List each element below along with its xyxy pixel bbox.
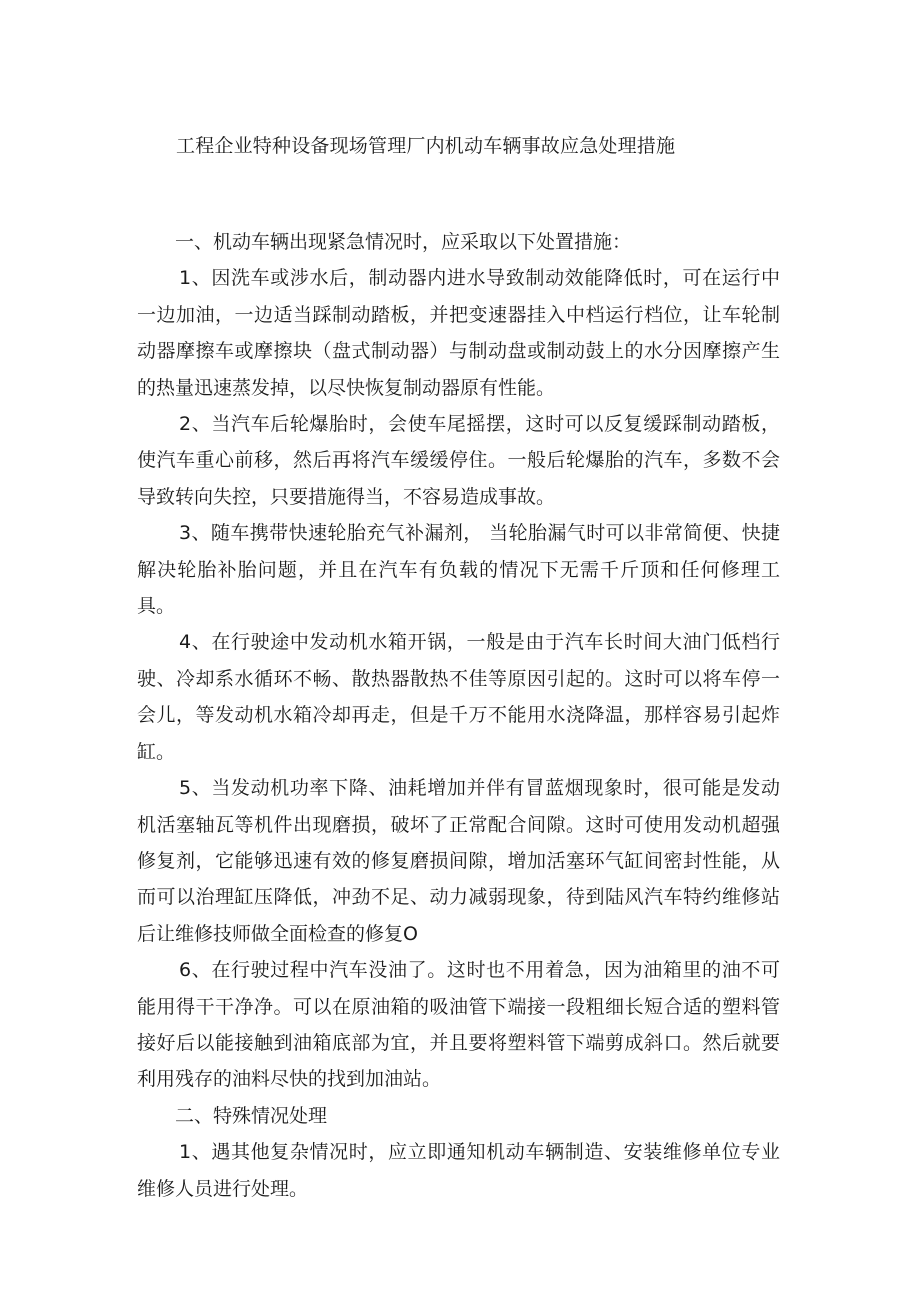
section-heading-2: 二、特殊情况处理 xyxy=(175,1104,328,1127)
section-1-item-5: 5、当发动机功率下降、油耗增加并伴有冒蓝烟现象时，很可能是发动机活塞轴瓦等机件出现磨损，破坏了正常配合间隙。这时可使用发动机超强修复剂，它能够迅速有效的修复磨损间隙，增加活塞环气缸间密封性能，从而可以治理缸压降低，冲劲不足、动力减弱现象，待到陆风汽车特约维修站后让维修技师做全面检查的修复O xyxy=(137,777,780,945)
section-1-item-1: 1、因洗车或涉水后，制动器内进水导致制动效能降低时，可在运行中一边加油，一边适当踩制动踏板，并把变速器挂入中档运行档位，让车轮制动器摩擦车或摩擦块（盘式制动器）与制动盘或制动鼓上的水分因摩擦产生的热量迅速蒸发掉，以尽快恢复制动器原有性能。 xyxy=(137,267,780,399)
document-title: 工程企业特种设备现场管理厂内机动车辆事故应急处理措施 xyxy=(176,135,676,157)
section-1-item-3: 3、随车携带快速轮胎充气补漏剂， 当轮胎漏气时可以非常简便、快捷解决轮胎补胎问题，并且在汽车有负载的情况下无需千斤顶和任何修理工具。 xyxy=(137,522,780,618)
section-1-item-4: 4、在行驶途中发动机水箱开锅，一般是由于汽车长时间大油门低档行驶、冷却系水循环不畅、散热器散热不佳等原因引起的。这时可以将车停一会儿，等发动机水箱冷却再走，但是千万不能用水浇降温，那样容易引起炸缸。 xyxy=(137,631,780,763)
section-1-item-2: 2、当汽车后轮爆胎时，会使车尾摇摆，这时可以反复缓踩制动踏板，使汽车重心前移，然后再将汽车缓缓停住。一般后轮爆胎的汽车，多数不会导致转向失控，只要措施得当，不容易造成事故。 xyxy=(137,413,780,508)
document-body xyxy=(137,224,780,1207)
section-2-item-1: 1、遇其他复杂情况时，应立即通知机动车辆制造、安装维修单位专业维修人员进行处理。 xyxy=(137,1141,780,1200)
section-1-item-6: 6、在行驶过程中汽车没油了。这时也不用着急，因为油箱里的油不可能用得干干净净。可以在原油箱的吸油管下端接一段粗细长短合适的塑料管接好后以能接触到油箱底部为宜，并且要将塑料管下端剪成斜口。然后就要利用残存的油料尽快的找到加油站。 xyxy=(137,959,780,1091)
section-heading-1: 一、机动车辆出现紧急情况时，应采取以下处置措施： xyxy=(175,231,632,253)
